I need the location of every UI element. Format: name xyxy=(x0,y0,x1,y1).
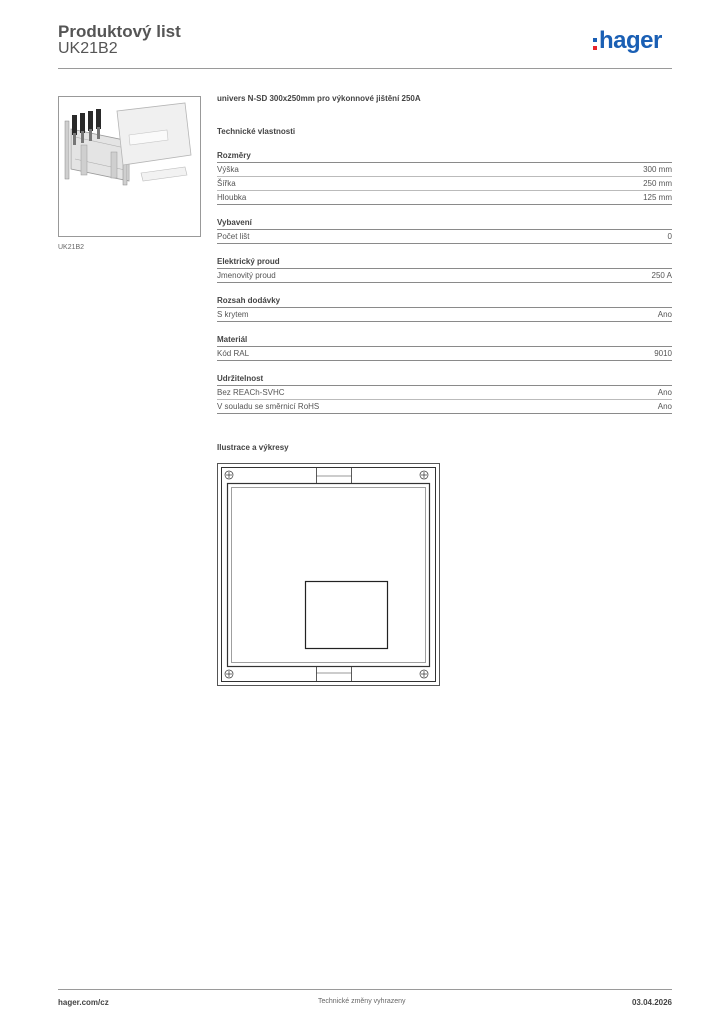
spec-row xyxy=(217,386,672,400)
spec-value: Ano xyxy=(657,388,672,397)
section-scope-of-delivery xyxy=(217,295,672,322)
section-title: Rozsah dodávky xyxy=(217,295,672,308)
spec-value: Ano xyxy=(657,402,672,411)
product-image xyxy=(58,96,201,237)
spec-value: 9010 xyxy=(654,349,672,358)
spec-label: Hloubka xyxy=(217,193,247,202)
section-electrical-current xyxy=(217,256,672,283)
section-title: Vybavení xyxy=(217,217,672,230)
header-divider xyxy=(58,68,672,69)
spec-row xyxy=(217,191,672,205)
spec-label: Jmenovitý proud xyxy=(217,271,276,280)
spec-row xyxy=(217,177,672,191)
spec-row xyxy=(217,269,672,283)
spec-value: Ano xyxy=(657,310,672,319)
spec-label: S krytem xyxy=(217,310,249,319)
spec-label: Šířka xyxy=(217,179,236,188)
footer-website: hager.com/cz xyxy=(58,998,109,1007)
spec-row xyxy=(217,308,672,322)
section-title: Rozměry xyxy=(217,150,672,163)
section-equipment xyxy=(217,217,672,244)
section-title: Elektrický proud xyxy=(217,256,672,269)
logo-dots-icon xyxy=(593,35,597,50)
section-material xyxy=(217,334,672,361)
spec-row xyxy=(217,400,672,414)
section-dimensions xyxy=(217,150,672,205)
section-title: Udržitelnost xyxy=(217,373,672,386)
spec-label: Výška xyxy=(217,165,239,174)
spec-label: Počet lišt xyxy=(217,232,250,241)
product-description: univers N-SD 300x250mm pro výkonnové jištění 250A xyxy=(217,94,421,103)
section-title: Materiál xyxy=(217,334,672,347)
spec-value: 300 mm xyxy=(643,165,672,174)
footer-note: Technické změny vyhrazeny xyxy=(318,998,406,1005)
hager-logo xyxy=(593,29,662,53)
product-code: UK21B2 xyxy=(58,40,118,57)
footer-date: 03.04.2026 xyxy=(631,998,672,1007)
product-photo-icon xyxy=(59,97,200,236)
spec-value: 125 mm xyxy=(643,193,672,202)
illustrations-heading: Ilustrace a výkresy xyxy=(217,443,289,452)
technical-properties-heading: Technické vlastnosti xyxy=(217,127,296,136)
section-sustainability xyxy=(217,373,672,414)
product-details xyxy=(217,92,672,414)
technical-drawing xyxy=(217,463,440,686)
spec-label: Bez REACh-SVHC xyxy=(217,388,285,397)
spec-value: 250 A xyxy=(651,271,672,280)
spec-value: 250 mm xyxy=(643,179,672,188)
footer-divider xyxy=(58,989,672,990)
spec-row xyxy=(217,163,672,177)
enclosure-drawing-icon xyxy=(217,463,440,686)
spec-label: V souladu se směrnicí RoHS xyxy=(217,402,320,411)
logo-text: hager xyxy=(599,27,662,54)
spec-label: Kód RAL xyxy=(217,349,250,358)
spec-row xyxy=(217,347,672,361)
spec-row xyxy=(217,230,672,244)
document-title: Produktový list xyxy=(58,22,181,41)
spec-value: 0 xyxy=(667,232,672,241)
image-caption: UK21B2 xyxy=(58,244,85,251)
